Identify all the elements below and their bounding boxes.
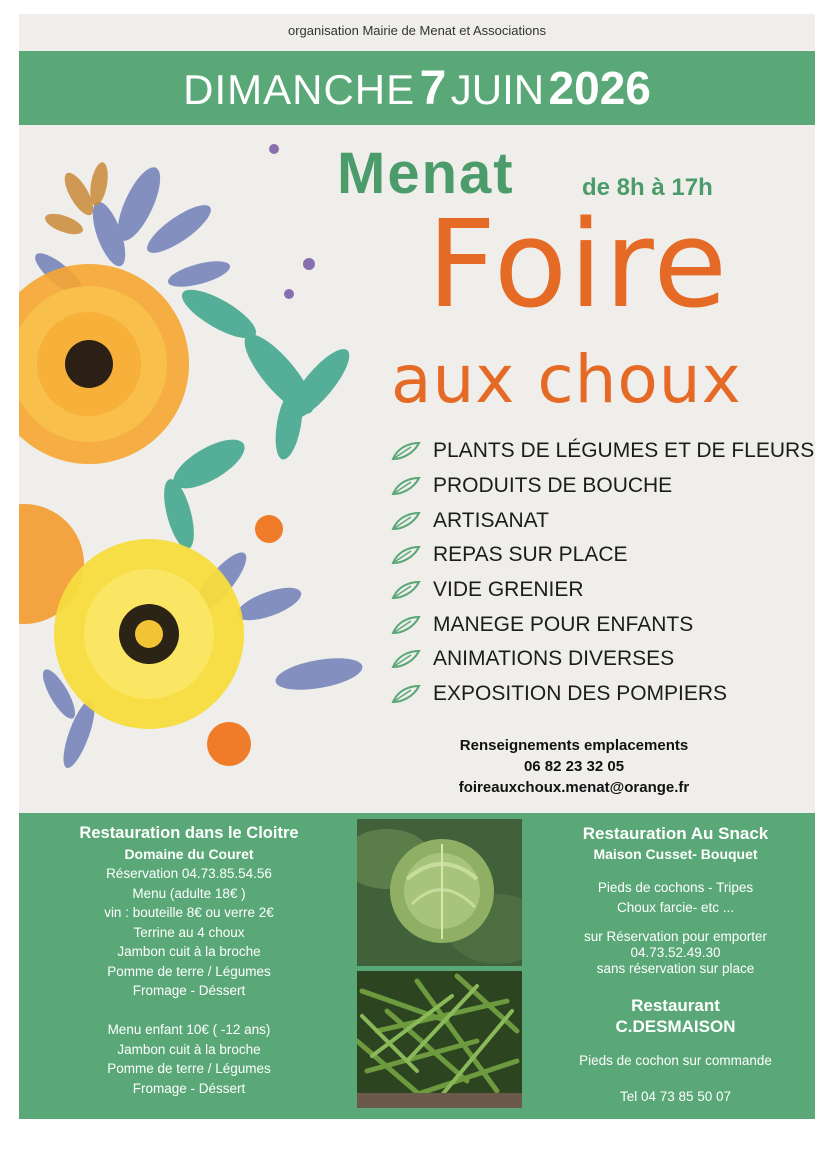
spacer: [29, 1001, 349, 1021]
menu-line: Jambon cuit à la broche: [117, 944, 261, 959]
leaf-icon: [391, 649, 421, 669]
feature-label: MANEGE POUR ENFANTS: [433, 612, 694, 636]
date-day: DIMANCHE: [183, 66, 416, 113]
leaf-icon: [391, 684, 421, 704]
menu-line: Pieds de cochons - Tripes: [597, 880, 754, 895]
info-title: Renseignements emplacements: [459, 737, 689, 754]
leaf-icon: [391, 545, 421, 565]
menu-line: Menu (adulte 18€ ): [132, 885, 246, 901]
date-year: 2026: [548, 62, 651, 114]
event-title: Foire: [427, 196, 730, 335]
restaurant-name: C.DESMAISON: [615, 1017, 736, 1036]
feature-label: EXPOSITION DES POMPIERS: [433, 682, 728, 706]
cloitre-title: Restauration dans le Cloitre: [79, 824, 299, 842]
leaf-icon: [391, 476, 421, 496]
opening-hours: de 8h à 17h: [582, 174, 713, 201]
leaf-icon: [391, 615, 421, 635]
leaf-icon: [391, 511, 421, 531]
reservation-line: sur Réservation pour emporter: [583, 929, 768, 944]
date-number: 7: [419, 62, 447, 115]
feature-label: REPAS SUR PLACE: [433, 543, 628, 567]
date-banner: [19, 51, 815, 125]
organiser-line: organisation Mairie de Menat et Associations: [288, 23, 546, 38]
event-subtitle: aux choux: [391, 341, 742, 418]
restaurant-title: Restaurant: [631, 996, 720, 1015]
feature-label: VIDE GRENIER: [433, 578, 584, 602]
leaf-icon: [391, 441, 421, 461]
list-item: [391, 538, 814, 573]
poster: [19, 14, 815, 1119]
menu-line: Fromage - Déssert: [132, 1080, 246, 1096]
info-phone: 06 82 23 32 05: [523, 758, 625, 775]
menu-line: Menu enfant 10€ ( -12 ans): [107, 1022, 271, 1037]
list-item: [391, 573, 814, 608]
feature-label: PRODUITS DE BOUCHE: [433, 474, 673, 498]
menu-line: vin : bouteille 8€ ou verre 2€: [104, 905, 274, 920]
spacer: [536, 1037, 815, 1051]
spacer: [536, 917, 815, 929]
feature-label: ANIMATIONS DIVERSES: [433, 647, 675, 671]
list-item: [391, 469, 814, 504]
reservation-line: 04.73.52.49.30: [630, 945, 721, 960]
leaf-icon: [391, 580, 421, 600]
menu-line: Pomme de terre / Légumes: [107, 963, 271, 979]
snack-title: Restauration Au Snack: [582, 824, 769, 843]
list-item: [391, 503, 814, 538]
menu-line: Pomme de terre / Légumes: [107, 1061, 271, 1076]
restaurant-tel: Tel 04 73 85 50 07: [619, 1088, 732, 1104]
spacer: [536, 864, 815, 878]
cloitre-subtitle: Domaine du Couret: [124, 846, 254, 862]
feature-label: ARTISANAT: [433, 508, 549, 532]
menu-line: Terrine au 4 choux: [133, 924, 245, 940]
snack-subtitle: Maison Cusset- Bouquet: [593, 846, 758, 862]
spacer: [536, 977, 815, 995]
menu-line: Choux farcie- etc ...: [616, 899, 735, 915]
green-beans-photo: [357, 971, 522, 1108]
spacer: [536, 1071, 815, 1087]
restaurant-offer: Pieds de cochon sur commande: [579, 1053, 772, 1068]
list-item: [391, 677, 814, 712]
list-item: [391, 642, 814, 677]
menu-line: Jambon cuit à la broche: [117, 1041, 261, 1057]
flower-bouquet-illustration: [19, 134, 399, 814]
features-list: [391, 434, 814, 712]
date-month: JUIN: [450, 66, 545, 113]
menu-line: Réservation 04.73.85.54.56: [106, 866, 272, 881]
restaurants-section: [19, 813, 815, 1119]
town-name: Menat: [337, 141, 515, 206]
contact-info: [409, 735, 739, 798]
list-item: [391, 607, 814, 642]
list-item: [391, 434, 814, 469]
cloitre-restaurant: [29, 823, 349, 1098]
menu-line: Fromage - Déssert: [132, 983, 246, 998]
snack-restaurant: [536, 823, 815, 1106]
cabbage-photo: [357, 819, 522, 966]
feature-label: PLANTS DE LÉGUMES ET DE FLEURS: [433, 439, 815, 463]
info-email: foireauxchoux.menat@orange.fr: [458, 779, 690, 796]
reservation-line: sans réservation sur place: [596, 961, 755, 976]
